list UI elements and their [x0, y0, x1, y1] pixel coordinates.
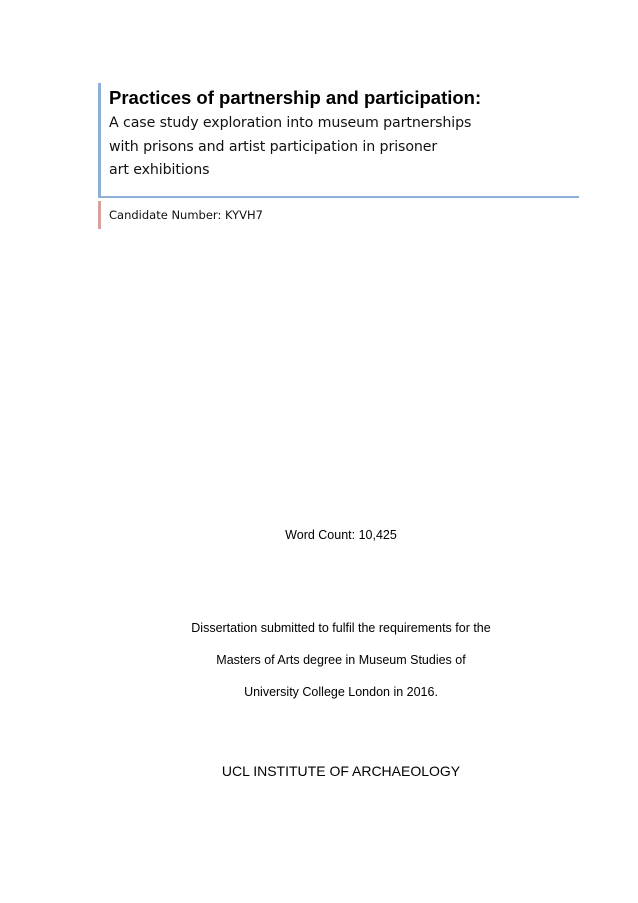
institute-name: UCL INSTITUTE OF ARCHAEOLOGY: [221, 763, 461, 779]
title-underline-divider: [98, 196, 579, 198]
document-title: Practices of partnership and participation:: [109, 87, 482, 108]
subtitle-line: art exhibitions: [109, 162, 210, 178]
dissertation-line: Dissertation submitted to fulfil the requirements for the: [191, 621, 491, 635]
candidate-number: Candidate Number: KYVH7: [109, 208, 263, 222]
word-count: Word Count: 10,425: [285, 528, 397, 542]
document-subtitle: [109, 112, 579, 183]
title-block: [98, 83, 579, 198]
dissertation-line: Masters of Arts degree in Museum Studies of: [216, 653, 466, 667]
subtitle-line: with prisons and artist participation in prisoner: [109, 138, 438, 155]
dissertation-line: University College London in 2016.: [244, 685, 438, 699]
dissertation-statement: [22, 612, 638, 708]
candidate-block: [98, 201, 263, 229]
subtitle-line: A case study exploration into museum partnerships: [109, 115, 472, 131]
